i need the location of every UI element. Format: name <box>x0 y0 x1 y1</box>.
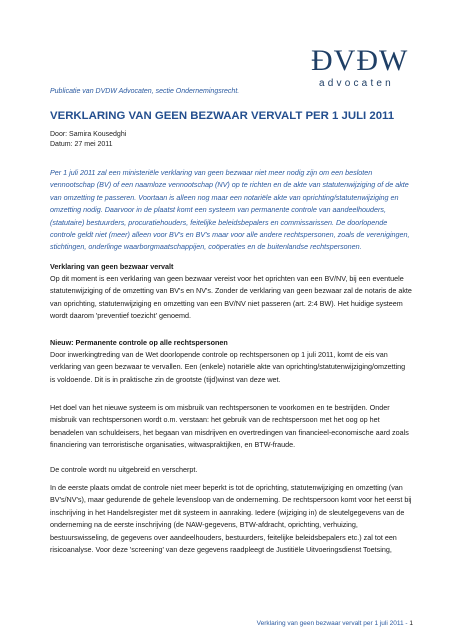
date-line: Datum: 27 mei 2011 <box>50 141 113 148</box>
section-heading: Nieuw: Permanente controle op alle rechtspersonen <box>50 338 228 347</box>
section-body: Het doel van het nieuwe systeem is om misbruik van rechtspersonen te voorkomen en te bestrijden. Onder misbruik van rechtspersonen wordt o.m. verstaan: het gebruik van de rechtspersoon met het oog op het benadelen van schuldeisers, het begaan van misdrijven en overtredingen van financieel-economische aard zoals financiering van terroristische organisaties, witwaspraktijken, en BTW-fraude. <box>50 403 409 450</box>
page-footer <box>257 620 413 627</box>
page-title: VERKLARING VAN GEEN BEZWAAR VERVALT PER 1 JULI 2011 <box>50 110 395 122</box>
section-body: Door inwerkingtreding van de Wet doorlopende controle op rechtspersonen op 1 juli 2011, komt de eis van verklaring van geen bezwaar te vervallen. Een (enkele) notariële akte van oprichting/statutenwijziging/omzetting is voldoende. Dit is in praktische zin de grootste (tijd)winst van deze wet. <box>50 350 406 384</box>
author-line: Door: Samira Kousedghi <box>50 131 127 138</box>
section-current-requirement <box>50 262 412 323</box>
section-permanent-control <box>50 338 412 386</box>
section-body: De controle wordt nu uitgebreid en verscherpt. <box>50 465 198 474</box>
publication-line: Publicatie van DVDW Advocaten, sectie Ondernemingsrecht. <box>50 88 240 95</box>
logo-subtitle: advocaten <box>319 78 394 89</box>
section-purpose <box>50 402 412 452</box>
section-control-detail <box>50 482 412 556</box>
page-number: 1 <box>409 620 413 627</box>
article-meta <box>50 130 126 150</box>
footer-text: Verklaring van geen bezwaar vervalt per 1 juli 2011 - <box>256 620 410 627</box>
section-body: Op dit moment is een verklaring van geen bezwaar vereist voor het oprichten van een BV/NV, bij een eventuele statutenwijziging of de omzetting van BV's en NV's. Zonder de verklaring van geen bezwaar zal de notaris de akte van oprichting, statutenwijziging en omzetting van een BV/NV niet passeren (art. 2:4 BW). Het huidige systeem wordt daarom 'preventief toezicht' genoemd. <box>50 274 412 321</box>
intro-paragraph: Per 1 juli 2011 zal een ministeriële verklaring van geen bezwaar niet meer nodig zijn om een besloten vennootschap (BV) of een naamloze vennootschap (NV) op te richten en de akte van statutenwijziging of de akte van omzetting te passeren. Voortaan is alleen nog maar een notariële akte van oprichting/statutenwijziging en omzetting nodig. Daarvoor in de plaatst komt een systeem van permanente controle van aandeelhouders, (statutaire) bestuurders, procuratiehouders, feitelijke beleidsbepalers en commissarissen. De doorlopende controle geldt niet (meer) alleen voor BV's en BV's maar voor alle andere rechtspersonen, zoals de verenigingen, stichtingen, onderlinge waarborgmaatschappijen, coöperaties en de buitenlandse rechtspersonen. <box>50 168 410 252</box>
section-heading: Verklaring van geen bezwaar vervalt <box>50 262 174 271</box>
section-body: In de eerste plaats omdat de controle niet meer beperkt is tot de oprichting, statutenwijziging en omzetting (van BV's/NV's), maar gedurende de gehele levensloop van de onderneming. De rechtspersoon komt voor het eerst bij inschrijving in het Handelsregister met dit systeem in aanraking. Iedere (wijziging in) de sleutelgegevens van de onderneming na de eerste inschrijving (de NAW-gegevens, BTW-afdracht, oprichting, verhuizing, bestuurswisseling, de gegevens over aandeelhouders, bestuurders, feitelijke beleidsbepalers etc.) zal tot een risicoanalyse. Voor deze 'screening' van deze gegevens raadpleegt de Justitiële Uitvoeringsdienst Toetsing, <box>50 483 412 555</box>
section-control-extended <box>50 464 412 476</box>
company-logo <box>311 46 421 89</box>
logo-mark: ĐVĐW <box>311 44 409 77</box>
